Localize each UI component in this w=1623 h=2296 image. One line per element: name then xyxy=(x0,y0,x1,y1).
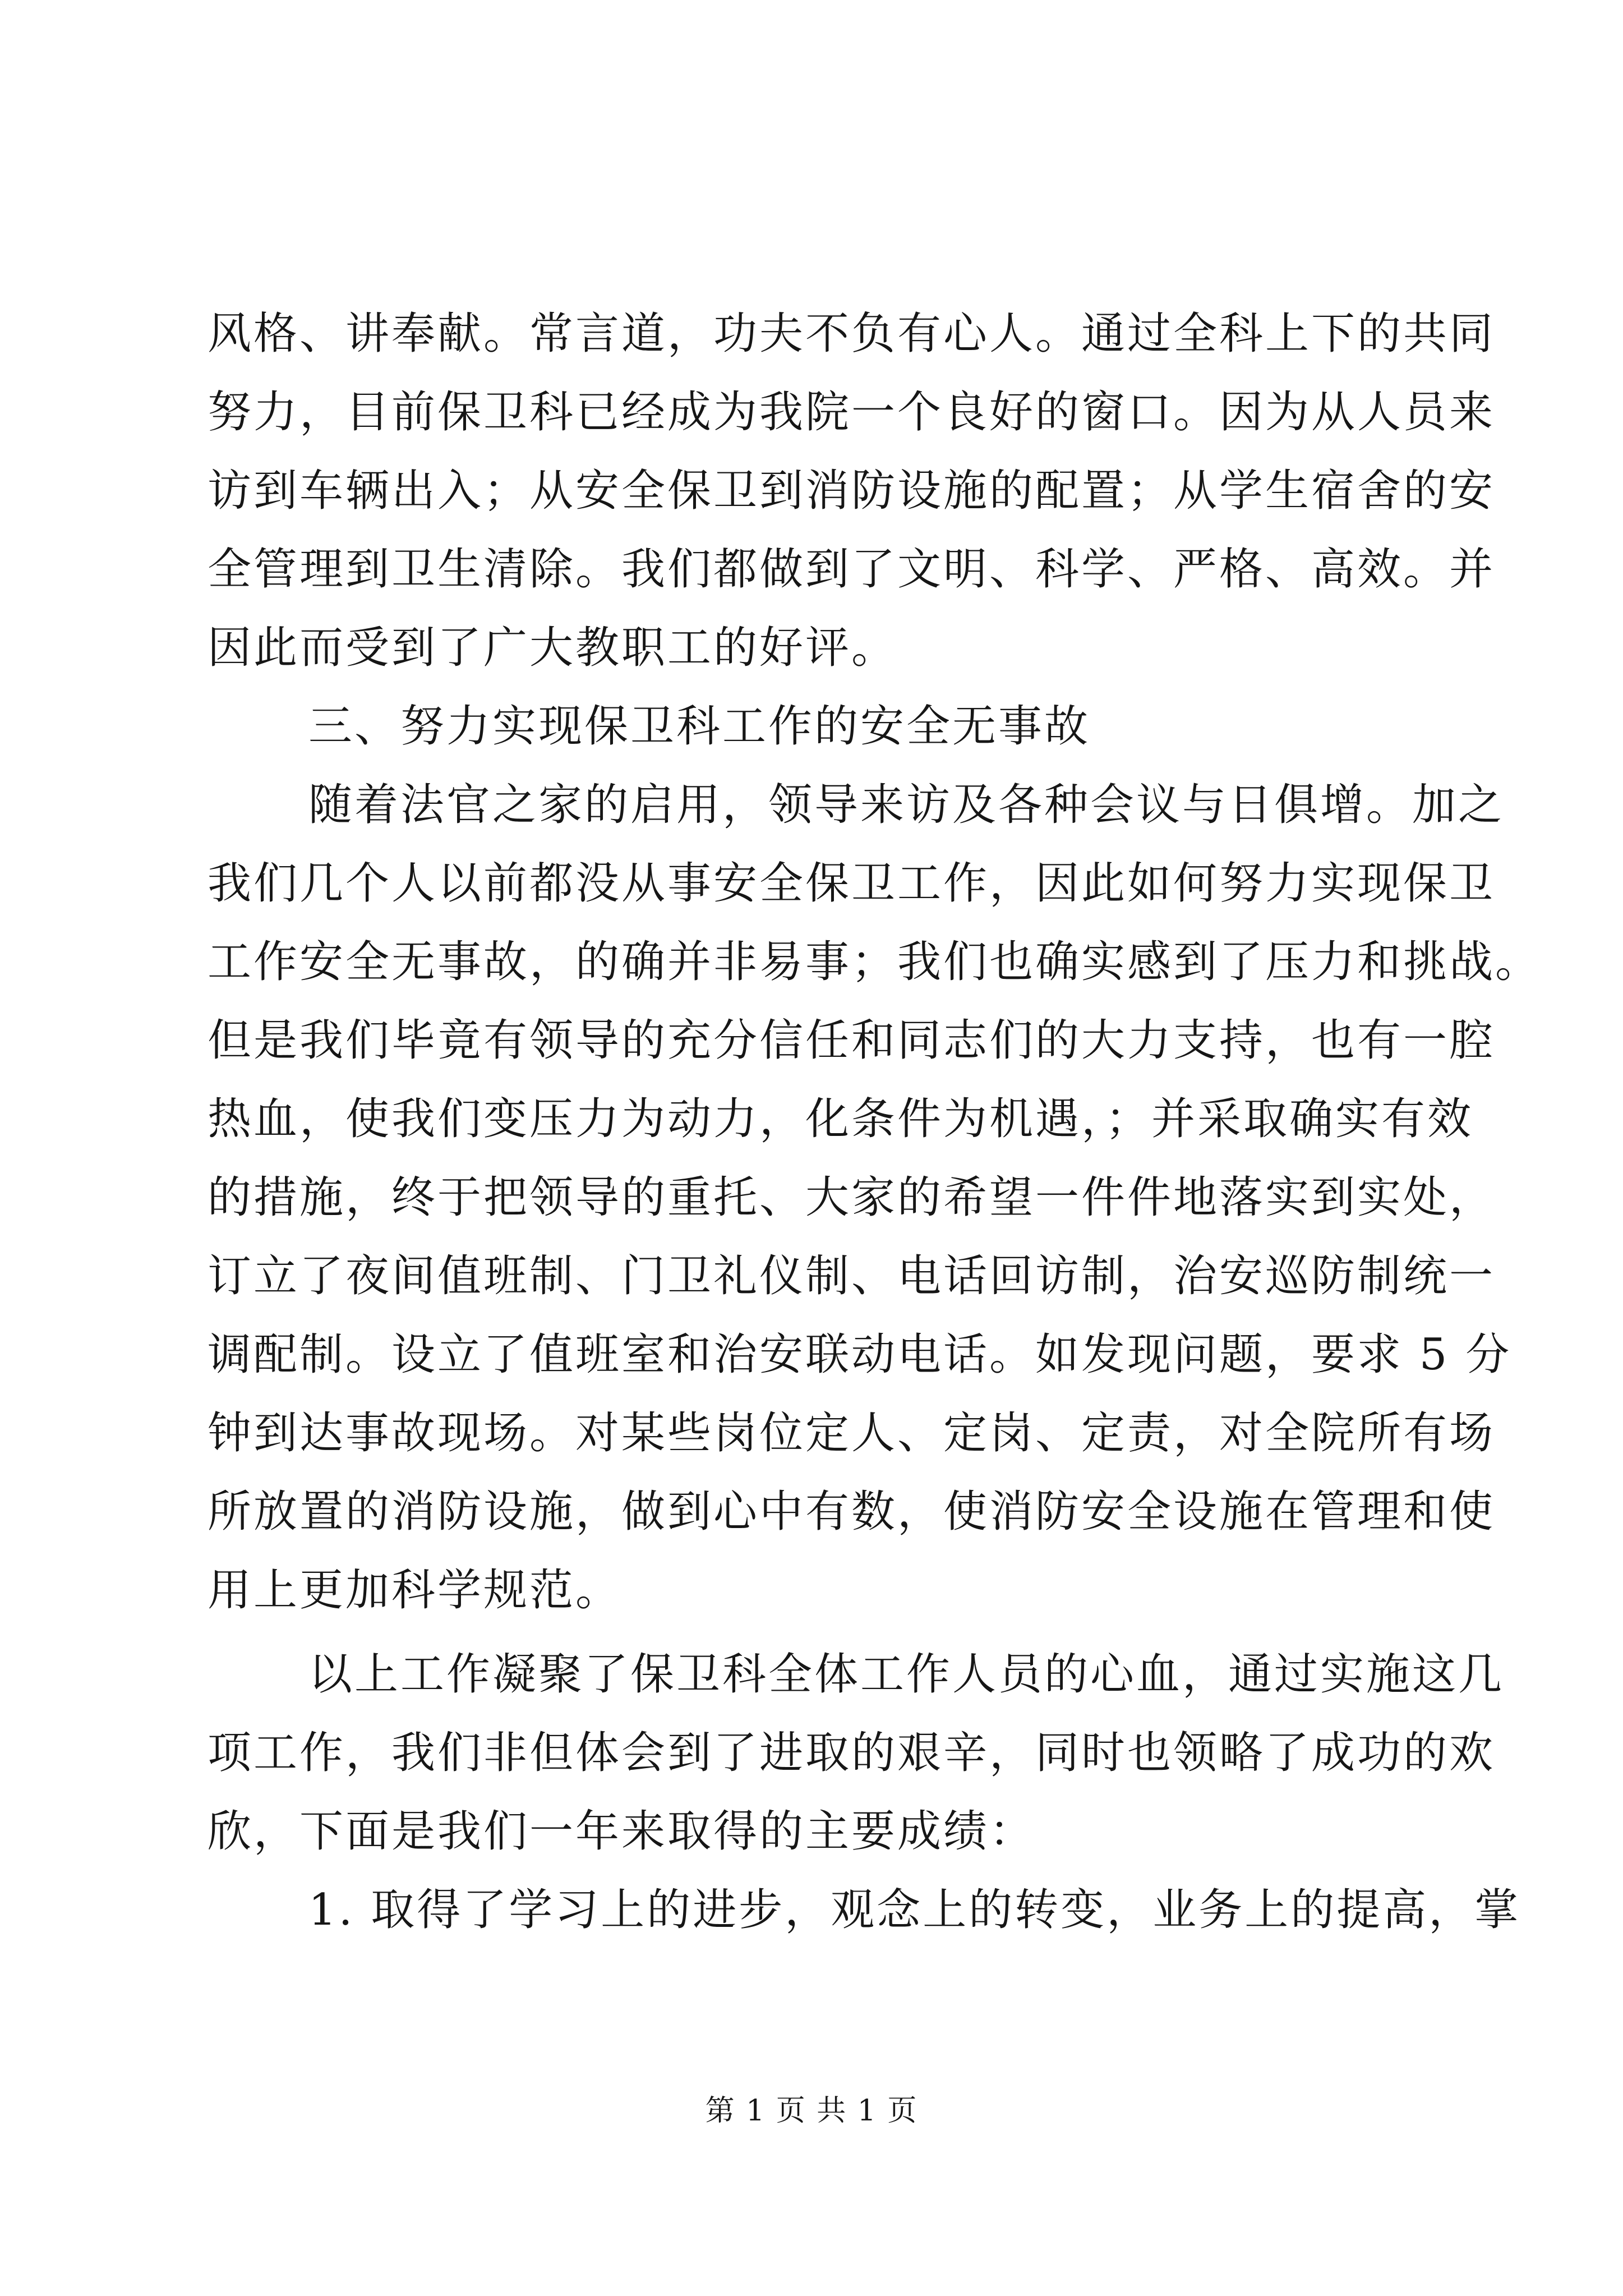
text-line: 订立了夜间值班制、门卫礼仪制、电话回访制，治安巡防制统一 xyxy=(208,1251,1496,1301)
text-line: 风格、讲奉献。常言道，功夫不负有心人。通过全科上下的共同 xyxy=(208,309,1496,359)
text-line: 全管理到卫生清除。我们都做到了文明、科学、严格、高效。并 xyxy=(208,544,1496,595)
text-line: 热血，使我们变压力为动力，化条件为机遇，；并采取确实有效 xyxy=(208,1094,1474,1144)
text-line: 随着法官之家的启用，领导来访及各种会议与日俱增。加之 xyxy=(308,780,1505,830)
text-line: 1. 取得了学习上的进步，观念上的转变，业务上的提高，掌 xyxy=(308,1885,1521,1935)
text-line: 以上工作凝聚了保卫科全体工作人员的心血，通过实施这几 xyxy=(308,1649,1505,1700)
text-line: 钟到达事故现场。对某些岗位定人、定岗、定责，对全院所有场 xyxy=(208,1408,1496,1458)
text-line: 努力，目前保卫科已经成为我院一个良好的窗口。因为从人员来 xyxy=(208,387,1496,438)
text-line: 所放置的消防设施，做到心中有数，使消防安全设施在管理和使 xyxy=(208,1487,1496,1537)
text-line: 调配制。设立了值班室和治安联动电话。如发现问题，要求 5 分 xyxy=(208,1329,1512,1380)
text-line: 欣，下面是我们一年来取得的主要成绩： xyxy=(208,1806,1036,1857)
text-line: 项工作，我们非但体会到了进取的艰辛，同时也领略了成功的欢 xyxy=(208,1728,1496,1778)
text-line: 用上更加科学规范。 xyxy=(208,1565,622,1616)
text-line: 工作安全无事故，的确并非易事；我们也确实感到了压力和挑战。 xyxy=(208,937,1542,987)
text-line: 访到车辆出入；从安全保卫到消防设施的配置；从学生宿舍的安 xyxy=(208,466,1496,516)
page-number-footer: 第 1 页 共 1 页 xyxy=(705,2094,918,2128)
section-heading: 三、努力实现保卫科工作的安全无事故 xyxy=(308,701,1091,752)
text-line: 的措施，终于把领导的重托、大家的希望一件件地落实到实处， xyxy=(208,1172,1496,1223)
text-line: 但是我们毕竟有领导的充分信任和同志们的大力支持，也有一腔 xyxy=(208,1015,1496,1066)
text-line: 我们几个人以前都没从事安全保卫工作，因此如何努力实现保卫 xyxy=(208,858,1496,909)
text-line: 因此而受到了广大教职工的好评。 xyxy=(208,623,898,673)
